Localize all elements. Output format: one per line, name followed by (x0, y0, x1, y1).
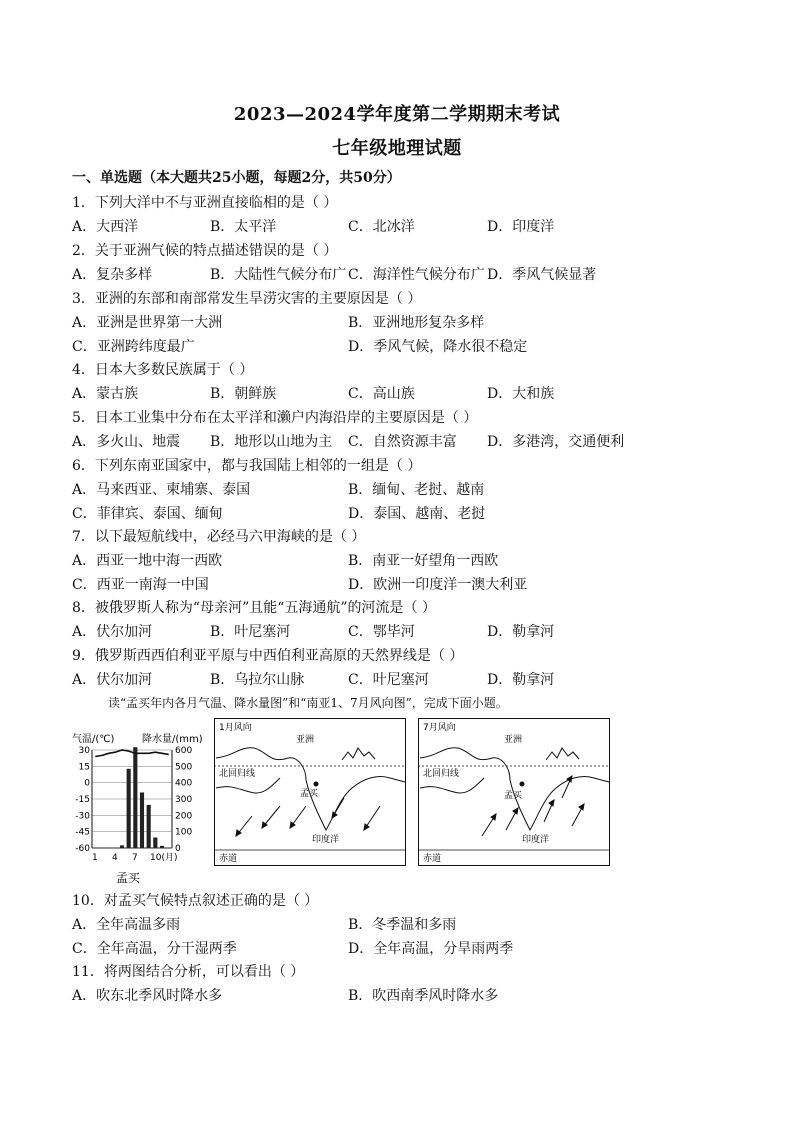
option[interactable]: D．泰国、越南、老挝 (348, 506, 486, 522)
option[interactable]: A．西亚一地中海一西欧 (72, 553, 223, 569)
precip-bar (93, 848, 97, 849)
temp-tick-label: -45 (75, 827, 90, 838)
question-stem: 6．下列东南亚国家中，都与我国陆上相邻的一组是（ ） (72, 458, 422, 474)
map-title: 1月风向 (219, 723, 252, 733)
question-stem: 5．日本工业集中分布在太平洋和濑户内海沿岸的主要原因是（ ） (72, 410, 478, 426)
option[interactable]: C．高山族 (348, 386, 415, 402)
question-stem: 9．俄罗斯西西伯利亚平原与中西伯利亚高原的天然界线是（ ） (72, 648, 464, 664)
option[interactable]: C．亚洲跨纬度最广 (72, 339, 195, 355)
question-stem: 3．亚洲的东部和南部常发生旱涝灾害的主要原因是（ ） (72, 291, 422, 307)
precip-bar (107, 848, 111, 849)
precip-bar (147, 805, 151, 848)
precip-bar (160, 846, 164, 848)
ocean-label: 印度洋 (522, 835, 550, 845)
temp-tick-label: -30 (75, 811, 90, 822)
temp-tick-label: 30 (78, 746, 90, 756)
asia-label: 亚洲 (296, 735, 315, 745)
option[interactable]: B．亚洲地形复杂多样 (348, 315, 485, 331)
question-stem: 7．以下最短航线中，必经马六甲海峡的是（ ） (72, 529, 366, 545)
temp-axis-label: 气温/(℃) (72, 734, 115, 745)
option[interactable]: B．冬季温和多雨 (348, 917, 457, 933)
precip-bar (140, 792, 144, 848)
city-label: 孟买 (504, 791, 523, 801)
asia-label: 亚洲 (504, 735, 523, 745)
option[interactable]: B．南亚一好望角一西欧 (348, 553, 499, 569)
question-stem: 8．被俄罗斯人称为“母亲河”且能“五海通航”的河流是（ ） (72, 600, 436, 616)
city-dot (314, 782, 319, 787)
option[interactable]: C．鄂毕河 (348, 624, 415, 640)
city-dot (520, 782, 525, 787)
january-wind-map (214, 718, 406, 866)
precip-bar (120, 845, 124, 848)
temp-tick-label: 0 (84, 778, 90, 789)
option[interactable]: C．菲律宾、泰国、缅甸 (72, 506, 223, 522)
option[interactable]: A．多火山、地震 (72, 434, 181, 450)
city-label: 孟买 (300, 789, 319, 799)
question-stem: 4．日本大多数民族属于（ ） (72, 362, 254, 378)
temp-tick-label: -60 (75, 844, 90, 854)
temperature-line (95, 750, 168, 757)
option[interactable]: D．全年高温，分旱雨两季 (348, 941, 514, 957)
map-title: 7月风向 (423, 723, 456, 733)
precip-tick-label: 600 (175, 746, 193, 756)
precip-tick-label: 0 (175, 844, 181, 854)
x-tick: 7 (132, 853, 138, 863)
option[interactable]: A．蒙古族 (72, 386, 139, 402)
x-tick: 4 (112, 853, 118, 863)
option[interactable]: C．北冰洋 (348, 219, 415, 235)
option[interactable]: B．吹西南季风时降水多 (348, 988, 499, 1004)
option[interactable]: A．吹东北季风时降水多 (72, 988, 223, 1004)
option[interactable]: D．勒拿河 (487, 672, 555, 688)
option[interactable]: A．伏尔加河 (72, 672, 153, 688)
option[interactable]: A．亚洲是世界第一大洲 (72, 315, 223, 331)
option[interactable]: C．海洋性气候分布广 (348, 267, 485, 283)
figure-intro: 读“孟买年内各月气温、降水量图”和“南亚1、7月风向图”，完成下面小题。 (108, 696, 508, 710)
option[interactable]: D．多港湾，交通便利 (487, 434, 625, 450)
precip-tick-label: 100 (175, 827, 193, 838)
precip-bar (113, 848, 117, 849)
option[interactable]: B．大陆性气候分布广 (210, 267, 347, 283)
option[interactable]: C．全年高温，分干湿两季 (72, 941, 237, 957)
x-tick: 1 (92, 853, 98, 863)
question-stem: 11．将两图结合分析，可以看出（ ） (72, 964, 305, 980)
temp-tick-label: 15 (78, 762, 90, 773)
tropic-label: 北回归线 (219, 769, 256, 779)
option[interactable]: B．地形以山地为主 (210, 434, 333, 450)
option[interactable]: D．欧洲一印度洋一澳大利亚 (348, 577, 528, 593)
precip-tick-label: 300 (175, 795, 193, 805)
question-stem: 2．关于亚洲气候的特点描述错误的是（ ） (72, 243, 338, 259)
option[interactable]: A．马来西亚、柬埔寨、泰国 (72, 482, 251, 498)
ocean-label: 印度洋 (312, 835, 340, 845)
option[interactable]: B．缅甸、老挝、越南 (348, 482, 485, 498)
option[interactable]: C．自然资源丰富 (348, 434, 457, 450)
question-stem: 1．下列大洋中不与亚洲直接临相的是（ ） (72, 195, 338, 211)
climate-chart (70, 728, 220, 888)
precip-bar (153, 838, 157, 848)
precip-bar (127, 769, 131, 848)
option[interactable]: B．乌拉尔山脉 (210, 672, 305, 688)
option[interactable]: D．季风气候，降水很不稳定 (348, 339, 528, 355)
precip-bar (100, 848, 104, 849)
precip-bar (167, 848, 171, 849)
option[interactable]: D．印度洋 (487, 219, 555, 235)
exam-subtitle: 七年级地理试题 (332, 138, 462, 159)
option[interactable]: B．叶尼塞河 (210, 624, 291, 640)
precip-tick-label: 400 (175, 778, 193, 789)
option[interactable]: D．勒拿河 (487, 624, 555, 640)
equator-label: 赤道 (423, 854, 442, 864)
july-wind-map (418, 718, 610, 866)
tropic-label: 北回归线 (423, 769, 460, 779)
option[interactable]: C．叶尼塞河 (348, 672, 429, 688)
option[interactable]: A．全年高温多雨 (72, 917, 181, 933)
question-stem: 10．对孟买气候特点叙述正确的是（ ） (72, 893, 319, 909)
temp-tick-label: -15 (75, 795, 90, 805)
section-heading: 一、单选题（本大题共25小题，每题2分，共50分） (72, 170, 401, 186)
precip-tick-label: 500 (175, 762, 193, 773)
option[interactable]: B．朝鲜族 (210, 386, 277, 402)
precip-axis-label: 降水量/(mm) (142, 734, 203, 745)
option[interactable]: B．太平洋 (210, 219, 277, 235)
option[interactable]: D．大和族 (487, 386, 555, 402)
option[interactable]: A．伏尔加河 (72, 624, 153, 640)
x-tick: 10(月) (150, 853, 178, 863)
option[interactable]: D．季风气候显著 (487, 267, 597, 283)
option[interactable]: A．复杂多样 (72, 267, 153, 283)
chart-caption: 孟买 (116, 871, 141, 885)
precip-tick-label: 200 (175, 811, 193, 822)
option[interactable]: A．大西洋 (72, 219, 139, 235)
option[interactable]: C．西亚一南海一中国 (72, 577, 209, 593)
exam-title: 2023—2024学年度第二学期期末考试 (233, 104, 561, 125)
equator-label: 赤道 (219, 854, 238, 864)
precip-bar (133, 747, 137, 848)
